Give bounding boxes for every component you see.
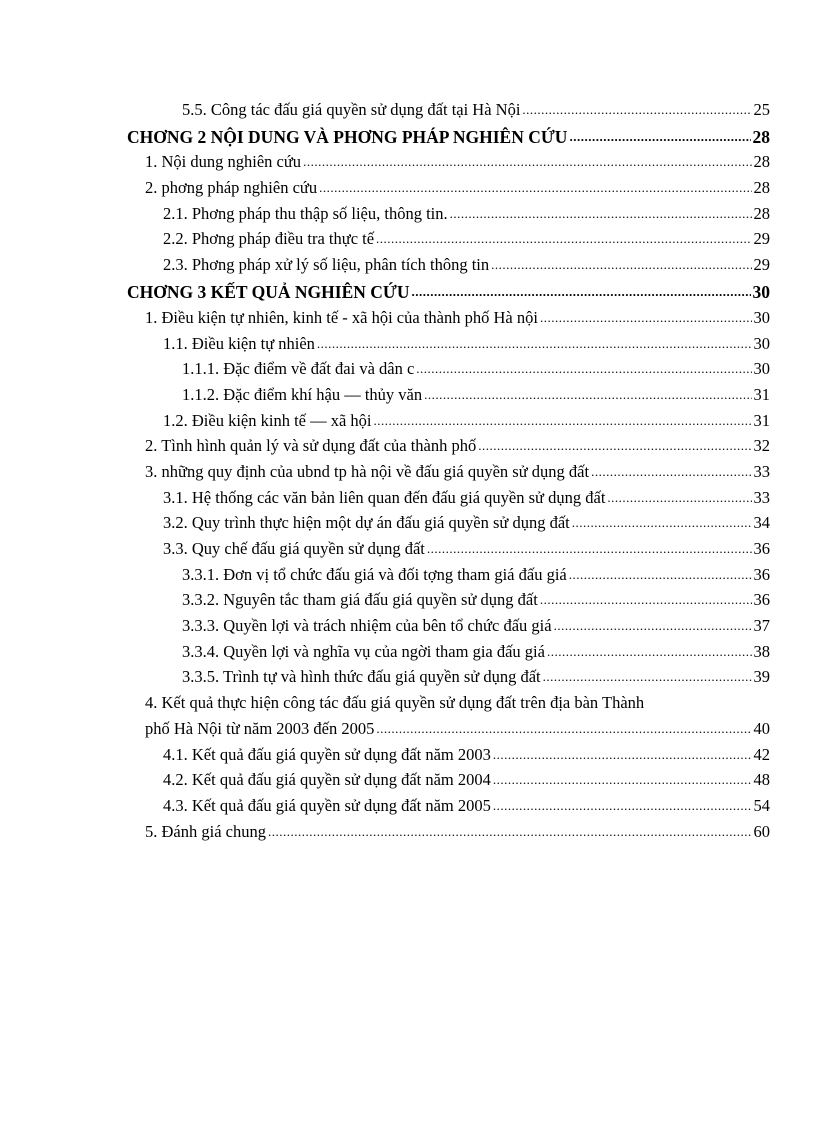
toc-entry[interactable]: 3.3.4. Quyền lợi và nghĩa vụ của ngời tham gia đấu giá ..... 38 — [145, 636, 770, 662]
toc-entry[interactable]: 2.3. Phơng pháp xử lý số liệu, phân tích thông tin ..... 29 — [145, 249, 770, 275]
toc-entry[interactable]: 5. Đánh giá chung ..... 60 — [145, 816, 770, 842]
toc-entry[interactable]: 2.1. Phơng pháp thu thập số liệu, thông tin. ..... 28 — [145, 198, 770, 224]
toc-entry[interactable]: 3.3.3. Quyền lợi và trách nhiệm của bên tổ chức đấu giá ..... 37 — [145, 610, 770, 636]
toc-entry[interactable]: 3.2. Quy trình thực hiện một dự án đấu giá quyền sử dụng đất ..... 34 — [145, 508, 770, 534]
toc-entry[interactable]: 4.1. Kết quả đấu giá quyền sử dụng đất năm 2003 ..... 42 — [145, 739, 770, 765]
toc-entry[interactable]: 3.3.2. Nguyên tắc tham giá đấu giá quyền sử dụng đất ..... 36 — [145, 585, 770, 611]
toc-entry[interactable]: 1.1.2. Đặc điểm khí hậu — thủy văn ..... 31 — [145, 379, 770, 405]
toc-entry[interactable]: 2.2. Phơng pháp điều tra thực tế ..... 29 — [145, 224, 770, 250]
toc-entry[interactable]: 4.3. Kết quả đấu giá quyền sử dụng đất năm 2005 ..... 54 — [145, 790, 770, 816]
toc-entry[interactable]: 2. Tình hình quản lý và sử dụng đất của thành phố ..... 32 — [145, 431, 770, 457]
toc-entry[interactable]: 1.2. Điều kiện kinh tế — xã hội ..... 31 — [145, 405, 770, 431]
toc-entry[interactable]: 3.3.1. Đơn vị tổ chức đấu giá và đối tợng tham giá đấu giá ..... 36 — [145, 559, 770, 585]
toc-entry[interactable]: 1.1.1. Đặc điểm về đất đai và dân c ..... 30 — [145, 354, 770, 380]
toc-chapter-heading[interactable]: CHƠNG 3 KẾT QUẢ NGHIÊN CỨU ..... 30 — [127, 275, 770, 302]
toc-entry[interactable]: 5.5. Công tác đấu giá quyền sử dụng đất tại Hà Nội ..... 25 — [145, 94, 770, 120]
toc-entry[interactable]: 3.1. Hệ thống các văn bản liên quan đến đấu giá quyền sử dụng đất ..... 33 — [145, 482, 770, 508]
toc-entry[interactable]: 3.3. Quy chế đấu giá quyền sử dụng đất ..... 36 — [145, 533, 770, 559]
toc-entry[interactable]: 4.2. Kết quả đấu giá quyền sử dụng đất năm 2004 ..... 48 — [145, 765, 770, 791]
toc-entry-first-line[interactable]: 4. Kết quả thực hiện công tác đấu giá quyền sử dụng đất trên địa bàn Thành — [145, 693, 645, 713]
toc-entry[interactable]: phố Hà Nội từ năm 2003 đến 2005 ..... 40 — [145, 713, 770, 739]
toc-entry[interactable]: 2. phơng pháp nghiên cứu ..... 28 — [145, 172, 770, 198]
toc-entry[interactable]: 1.1. Điều kiện tự nhiên ..... 30 — [145, 328, 770, 354]
toc-entry[interactable]: 3.3.5. Trình tự và hình thức đấu giá quyền sử dụng đất ..... 39 — [145, 662, 770, 688]
toc-chapter-heading[interactable]: CHƠNG 2 NỘI DUNG VÀ PHƠNG PHÁP NGHIÊN CỨU ..... 28 — [127, 120, 770, 147]
toc-entry[interactable]: 1. Điều kiện tự nhiên, kinh tế - xã hội của thành phố Hà nội ..... 30 — [145, 302, 770, 328]
toc-entry[interactable]: 1. Nội dung nghiên cứu ..... 28 — [145, 147, 770, 173]
table-of-contents — [127, 94, 770, 842]
toc-entry[interactable]: 3. những quy định của ubnd tp hà nội về đấu giá quyền sử dụng đất ..... 33 — [145, 456, 770, 482]
